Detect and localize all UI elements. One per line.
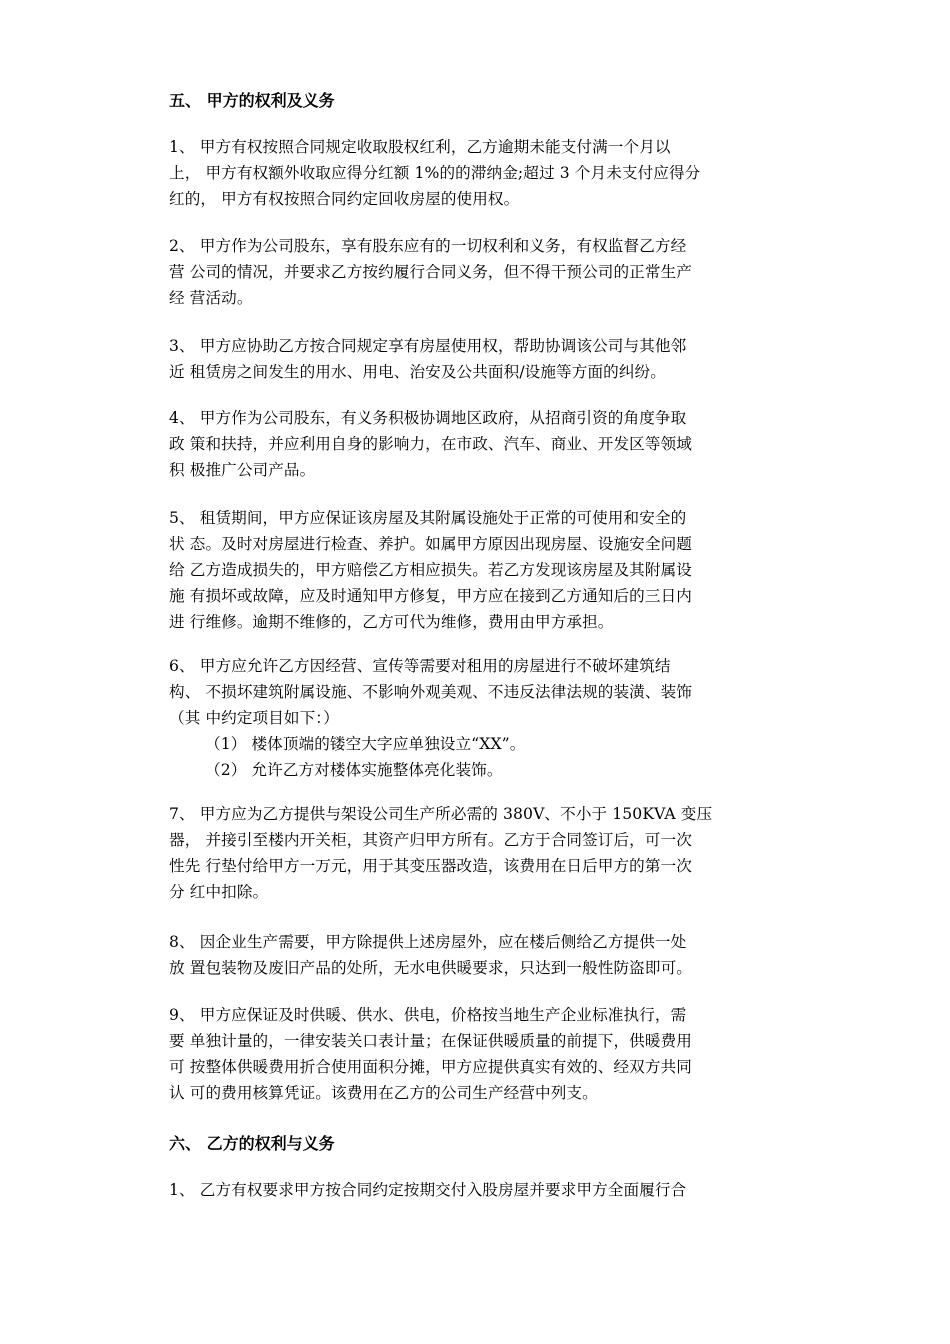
text-line: 营 公司的情况，并要求乙方按约履行合同义务，但不得干预公司的正常生产 (169, 263, 692, 281)
text-line: 上， 甲方有权额外收取应得分红额 1%的的滞纳金;超过 3 个月未支付应得分 (169, 164, 701, 182)
text-line: 要 单独计量的，一律安装关口表计量；在保证供暖质量的前提下，供暖费用 (169, 1032, 692, 1050)
text-line: 积 极推广公司产品。 (169, 461, 316, 479)
text-line: 认 可的费用核算凭证。该费用在乙方的公司生产经营中列支。 (169, 1084, 598, 1102)
section-5-item-7 (169, 801, 819, 905)
text-line: 施 有损坏或故障，应及时通知甲方修复，甲方应在接到乙方通知后的三日内 (169, 587, 692, 605)
text-line: 2、 甲方作为公司股东，享有股东应有的一切权利和义务，有权监督乙方经 (169, 237, 687, 255)
text-line: 6、 甲方应允许乙方因经营、宣传等需要对租用的房屋进行不破坏建筑结 (169, 657, 671, 675)
section-5-item-2 (169, 233, 819, 311)
text-line: 7、 甲方应为乙方提供与架设公司生产所必需的 380V、不小于 150KVA 变压 (169, 805, 713, 823)
text-line: 放 置包装物及废旧产品的处所，无水电供暖要求，只达到一般性防盗即可。 (169, 959, 692, 977)
text-line: 3、 甲方应协助乙方按合同规定享有房屋使用权，帮助协调该公司与其他邻 (169, 337, 687, 355)
section-5-item-4 (169, 405, 819, 483)
text-line: 分 红中扣除。 (169, 883, 269, 901)
text-line: 8、 因企业生产需要，甲方除提供上述房屋外，应在楼后侧给乙方提供一处 (169, 933, 687, 951)
section-5-item-5 (169, 505, 819, 635)
section-5-item-3 (169, 333, 819, 385)
section-5-item-1 (169, 134, 819, 212)
text-line: 状 态。及时对房屋进行检查、养护。如属甲方原因出现房屋、设施安全问题 (169, 535, 692, 553)
text-line: （其 中约定项目如下：） (169, 709, 339, 727)
text-line: 红的， 甲方有权按照合同约定回收房屋的使用权。 (169, 190, 520, 208)
section-6-heading: 六、 乙方的权利与义务 (169, 1134, 335, 1153)
section-5-item-6 (169, 653, 819, 783)
section-5-item-9 (169, 1002, 819, 1106)
text-line: 进 行维修。逾期不维修的，乙方可代为维修，费用由甲方承担。 (169, 613, 614, 631)
section-5-heading: 五、 甲方的权利及义务 (169, 91, 335, 110)
text-line: 性先 行垫付给甲方一万元，用于其变压器改造，该费用在日后甲方的第一次 (169, 857, 692, 875)
text-line: 器， 并接引至楼内开关柜，其资产归甲方所有。乙方于合同签订后，可一次 (169, 831, 692, 849)
text-line: 构、 不损坏建筑附属设施、不影响外观美观、不违反法律法规的装潢、装饰 (169, 683, 692, 701)
text-line: 1、 乙方有权要求甲方按合同约定按期交付入股房屋并要求甲方全面履行合 (169, 1181, 687, 1199)
text-line: 给 乙方造成损失的，甲方赔偿乙方相应损失。若乙方发现该房屋及其附属设 (169, 561, 692, 579)
sub-item: （1） 楼体顶端的镂空大字应单独设立“XX”。 (205, 735, 526, 753)
section-5-item-8 (169, 929, 819, 981)
text-line: 5、 租赁期间，甲方应保证该房屋及其附属设施处于正常的可使用和安全的 (169, 509, 687, 527)
text-line: 4、 甲方作为公司股东，有义务积极协调地区政府，从招商引资的角度争取 (169, 409, 687, 427)
text-line: 1、 甲方有权按照合同规定收取股权红利，乙方逾期未能支付满一个月以 (169, 138, 671, 156)
text-line: 可 按整体供暖费用折合使用面积分摊，甲方应提供真实有效的、经双方共同 (169, 1058, 692, 1076)
text-line: 经 营活动。 (169, 289, 253, 307)
text-line: 近 租赁房之间发生的用水、用电、治安及公共面积/设施等方面的纠纷。 (169, 363, 666, 381)
sub-item: （2） 允许乙方对楼体实施整体亮化装饰。 (205, 761, 503, 779)
section-6-item-1 (169, 1177, 819, 1203)
text-line: 政 策和扶持，并应利用自身的影响力，在市政、汽车、商业、开发区等领域 (169, 435, 692, 453)
text-line: 9、 甲方应保证及时供暖、供水、供电，价格按当地生产企业标准执行，需 (169, 1006, 687, 1024)
